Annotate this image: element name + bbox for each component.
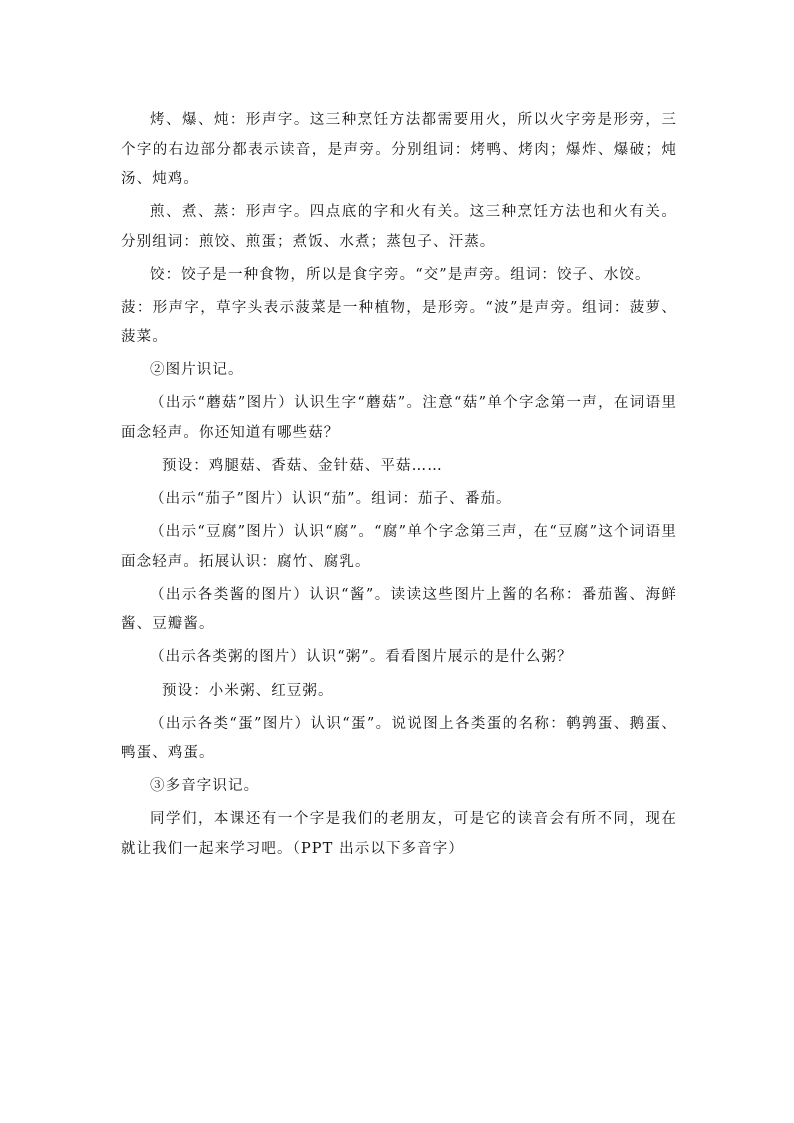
paragraph-polyphonic-intro: 同学们，本课还有一个字是我们的老朋友，可是它的读音会有所不同，现在就让我们一起来学习吧。（PPT 出示以下多音字） (121, 811, 677, 857)
document-body (121, 106, 677, 868)
paragraph-dan: （出示各类“蛋”图片）认识“蛋”。说说图上各类蛋的名称：鹌鹑蛋、鹅蛋、鸭蛋、鸡蛋。 (121, 715, 677, 762)
paragraph-mogu: （出示“蘑菇”图片）认识生字“蘑菇”。注意“菇”单个字念第一声，在词语里面念轻声。你还知道有哪些菇？ (121, 395, 677, 441)
paragraph-zhou: （出示各类粥的图片）认识“粥”。看看图片展示的是什么粥？ (150, 649, 573, 666)
paragraph-preset-mushrooms: 预设：鸡腿菇、香菇、金针菇、平菇…… (162, 458, 443, 475)
paragraph-jiang: （出示各类酱的图片）认识“酱”。读读这些图片上酱的名称：番茄酱、海鲜酱、豆瓣酱。 (121, 586, 677, 633)
section-heading-picture-recognition: ②图片识记。 (150, 362, 244, 379)
paragraph-doufu: （出示“豆腐”图片）认识“腐”。“腐”单个字念第三声，在“豆腐”这个词语里面念轻声。拓展认识：腐竹、腐乳。 (121, 524, 677, 570)
section-heading-polyphonic: ③多音字识记。 (150, 778, 260, 795)
paragraph-jiao: 饺：饺子是一种食物，所以是食字旁。“交”是声旁。组词：饺子、水饺。 (150, 266, 651, 283)
paragraph-kao-bao-dun: 烤、爆、炖：形声字。这三种烹饪方法都需要用火，所以火字旁是形旁，三个字的右边部分都表示读音，是声旁。分别组词：烤鸭、烤肉；爆炸、爆破；炖汤、炖鸡。 (121, 112, 677, 187)
paragraph-qiezi: （出示“茄子”图片）认识“茄”。组词：茄子、番茄。 (150, 491, 512, 508)
paragraph-preset-porridge: 预设：小米粥、红豆粥。 (162, 682, 334, 699)
paragraph-bo: 菠：形声字，草字头表示菠菜是一种植物，是形旁。“波”是声旁。组词：菠萝、菠菜。 (121, 299, 677, 346)
paragraph-jian-zhu-zheng: 煎、煮、蒸：形声字。四点底的字和火有关。这三种烹饪方法也和火有关。分别组词：煎饺、煎蛋；煮饭、水煮；蒸包子、汗蒸。 (121, 204, 677, 250)
